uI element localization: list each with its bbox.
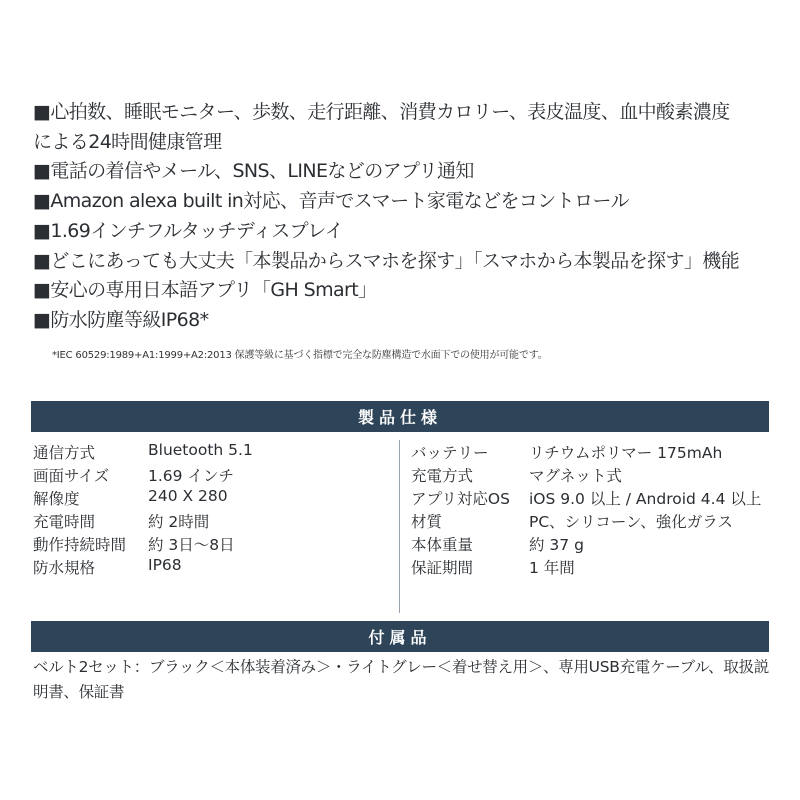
spec-title: 製品仕様	[357, 408, 442, 427]
spec-row	[411, 464, 761, 487]
spec-row	[33, 510, 253, 533]
spec-row	[33, 487, 253, 510]
spec-label: 通信方式	[33, 444, 96, 462]
feature-line: ■Amazon alexa built in対応、音声でスマート家電などをコントロール	[33, 190, 629, 213]
spec-value: PC、シリコーン、強化ガラス	[529, 513, 733, 531]
feature-list	[33, 98, 773, 336]
spec-label: 画面サイズ	[33, 467, 110, 485]
spec-row	[33, 441, 253, 464]
spec-row	[411, 533, 761, 556]
spec-value: 1 年間	[529, 559, 575, 577]
spec-label: 動作持続時間	[33, 536, 127, 554]
spec-row	[33, 464, 253, 487]
spec-label: 本体重量	[411, 536, 474, 554]
accessories-header-bar	[31, 621, 769, 652]
spec-label: 防水規格	[33, 559, 96, 577]
spec-label: 保証期間	[411, 559, 474, 577]
footnote: *IEC 60529:1989+A1:1999+A2:2013 保護等級に基づく指標で完全な防塵構造で水面下での使用が可能です。	[52, 350, 548, 361]
feature-line: ■どこにあっても大丈夫「本製品からスマホを探す」「スマホから本製品を探す」機能	[33, 249, 740, 272]
spec-row	[411, 510, 761, 533]
spec-left-column	[33, 441, 253, 579]
feature-line: ■安心の専用日本語アプリ「GH Smart」	[33, 279, 377, 302]
spec-row	[33, 556, 253, 579]
spec-value: Bluetooth 5.1	[148, 441, 253, 459]
spec-label: 材質	[411, 513, 443, 531]
feature-line: による24時間健康管理	[33, 130, 222, 153]
spec-row	[33, 533, 253, 556]
spec-value: IP68	[148, 556, 182, 574]
spec-right-column	[411, 441, 761, 579]
spec-row	[411, 556, 761, 579]
spec-value: リチウムポリマー 175mAh	[529, 444, 723, 462]
column-divider	[399, 440, 400, 613]
spec-label: アプリ対応OS	[411, 490, 510, 508]
spec-value: マグネット式	[529, 467, 622, 485]
spec-label: 充電方式	[411, 467, 474, 485]
spec-value: 約 37 g	[529, 536, 584, 554]
feature-line: ■電話の着信やメール、SNS、LINEなどのアプリ通知	[33, 160, 474, 183]
accessories-text: ベルト2セット：ブラック＜本体装着済み＞・ライトグレー＜着せ替え用＞、専用USB充電ケーブル、取扱説明書、保証書	[33, 658, 769, 701]
spec-label: 充電時間	[33, 513, 96, 531]
feature-line: ■1.69インチフルタッチディスプレイ	[33, 219, 344, 242]
feature-line: ■防水防塵等級IP68*	[33, 308, 209, 331]
spec-row	[411, 441, 761, 464]
spec-value: iOS 9.0 以上 / Android 4.4 以上	[529, 490, 762, 508]
accessories-title: 付属品	[368, 628, 432, 647]
spec-label: 解像度	[33, 490, 80, 508]
spec-value: 1.69 インチ	[148, 467, 234, 485]
spec-value: 約 2時間	[148, 513, 210, 531]
spec-value: 240 X 280	[148, 487, 228, 505]
spec-label: バッテリー	[411, 444, 489, 462]
spec-value: 約 3日〜8日	[148, 536, 235, 554]
spec-header-bar	[31, 401, 769, 432]
feature-line: ■心拍数、睡眠モニター、歩数、走行距離、消費カロリー、表皮温度、血中酸素濃度	[33, 101, 730, 123]
spec-row	[411, 487, 761, 510]
